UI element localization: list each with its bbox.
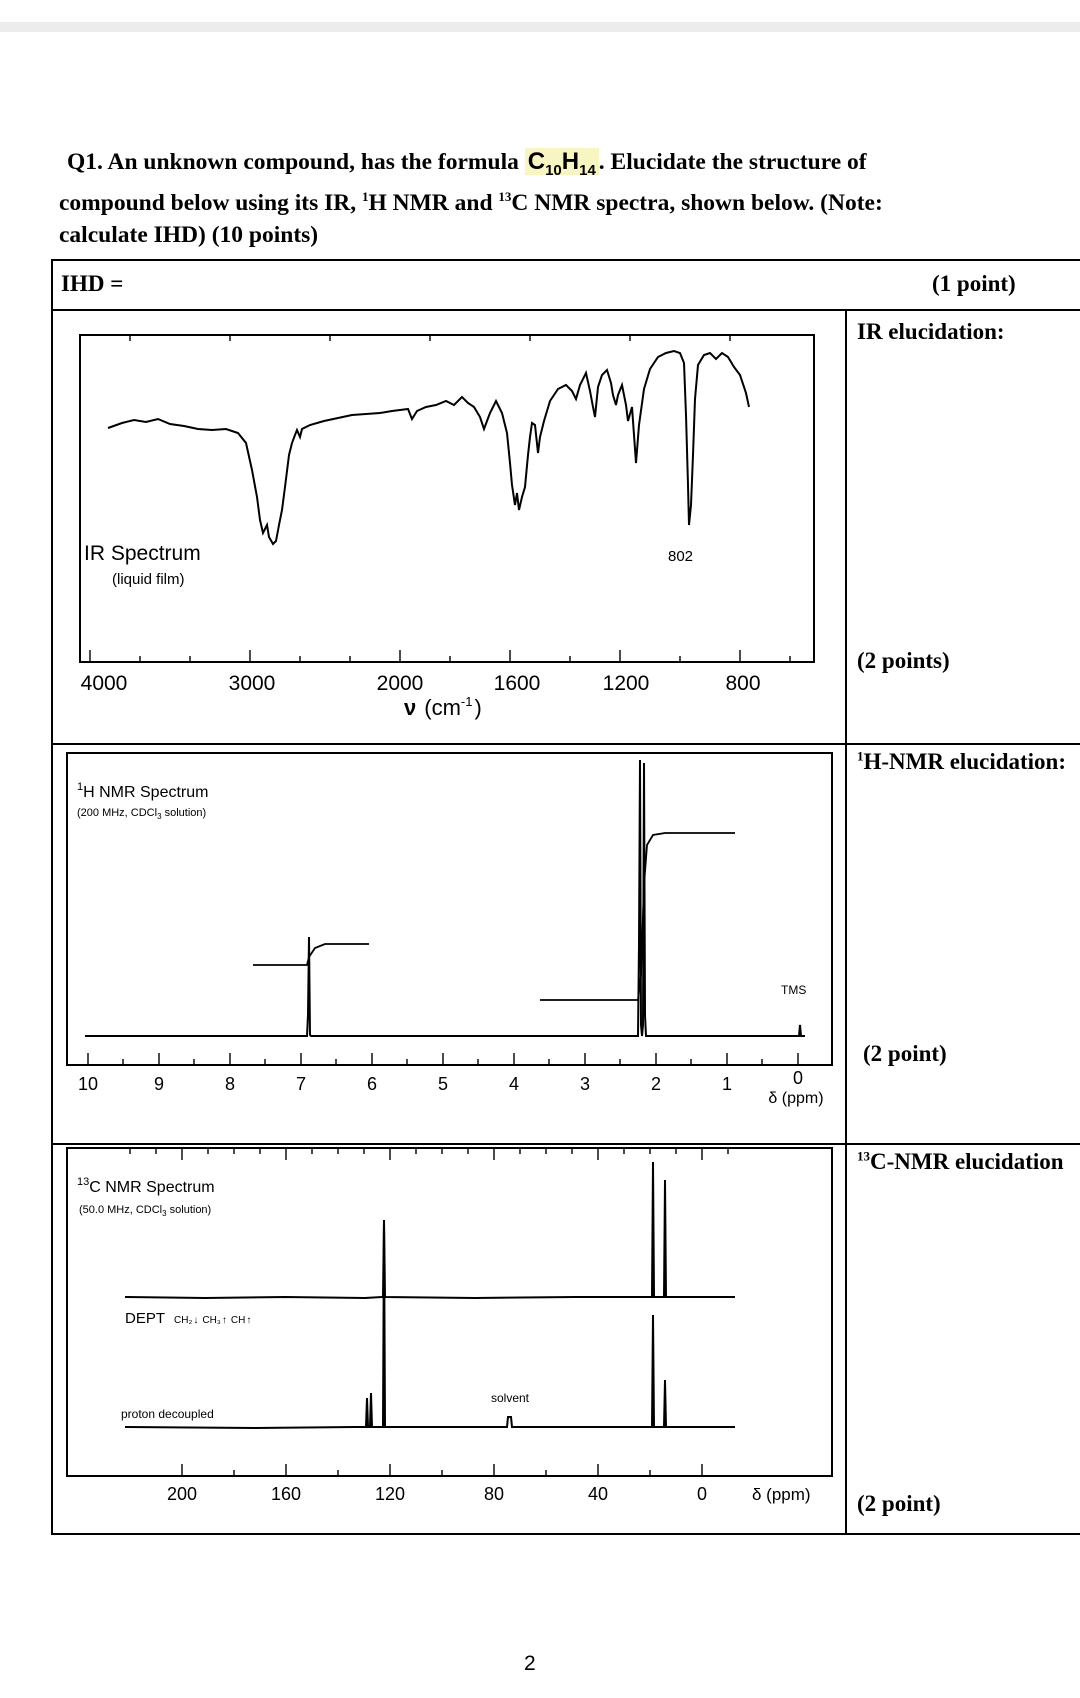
cnmr-tick: 80 <box>483 1484 505 1504</box>
hnmr-ticks <box>88 1053 798 1065</box>
cnmr-spectrum <box>55 1140 845 1520</box>
page-number: 2 <box>524 1652 536 1675</box>
cnmr-bottom-ticks <box>182 1464 702 1476</box>
ir-tick: 1200 <box>602 672 650 695</box>
hnmr-tick: 4 <box>508 1074 520 1094</box>
ir-tick: 2000 <box>376 672 424 695</box>
hnmr-tick: 6 <box>366 1074 378 1094</box>
question-text: Q1. An unknown compound, has the formula $C_{10}H_{14}$ . Elucidate the structure of compound below using its IR, $^1$H NMR and $^{13}$C NMR spectra, shown below. (Note: calculate IHD) (10 points) <box>59 148 883 248</box>
hnmr-points: (2 point) <box>863 1041 947 1066</box>
hnmr-axis-label: δ (ppm) <box>768 1090 824 1107</box>
top-bar <box>0 22 1080 32</box>
formula-highlight: $C_{10}H_{14}$ <box>525 148 599 175</box>
ihd-label: IHD = <box>61 271 124 296</box>
cnmr-tick: 200 <box>166 1484 198 1504</box>
cnmr-proton-label: proton decoupled <box>121 1407 214 1421</box>
cnmr-solvent-label: solvent <box>490 1391 530 1405</box>
hnmr-tick: 5 <box>437 1074 449 1094</box>
cnmr-top-ticks <box>130 1148 728 1160</box>
cnmr-heading: $^{13}$C-NMR elucidation <box>857 1148 1064 1174</box>
hnmr-tick: 7 <box>295 1074 307 1094</box>
hnmr-trace <box>85 760 805 1036</box>
hnmr-tick: 3 <box>579 1074 591 1094</box>
ihd-points: (1 point) <box>932 271 1016 296</box>
cnmr-points: (2 point) <box>857 1491 941 1516</box>
ir-points: (2 points) <box>857 648 950 673</box>
hnmr-subtitle: (200 MHz, CDCl$_3$ solution) <box>77 807 207 821</box>
cnmr-subtitle: (50.0 MHz, CDCl$_3$ solution) <box>79 1204 212 1218</box>
ir-tick: 4000 <box>80 672 128 695</box>
hnmr-tick: 10 <box>77 1074 99 1094</box>
hnmr-tms-label: TMS <box>781 983 807 997</box>
cnmr-axis-label: δ (ppm) <box>752 1485 811 1504</box>
ir-axis-label: ν $(cm^{-1})$ <box>404 694 482 720</box>
ir-tick: 800 <box>725 672 761 695</box>
cnmr-dept-label: DEPT CH₂↓ CH₃↑ CH↑ <box>125 1310 252 1327</box>
ir-axis-ticks <box>81 672 761 695</box>
ir-bottom-ticks <box>90 650 790 662</box>
hnmr-axis-ticks <box>78 1068 803 1094</box>
hnmr-title: $^1$H NMR Spectrum <box>77 781 209 801</box>
cnmr-dept-trace <box>125 1162 735 1298</box>
ir-subtitle: (liquid film) <box>112 571 185 588</box>
cnmr-title: $^{13}$C NMR Spectrum <box>77 1176 215 1196</box>
cnmr-tick: 40 <box>587 1484 609 1504</box>
cnmr-axis-ticks <box>167 1484 707 1504</box>
hnmr-tick: 0 <box>792 1068 804 1088</box>
ir-tick: 3000 <box>228 672 276 695</box>
ir-tick: 1600 <box>493 672 541 695</box>
hnmr-heading: $^1$H-NMR elucidation: <box>857 748 1067 774</box>
ir-spectrum <box>70 325 820 735</box>
cnmr-tick: 160 <box>270 1484 302 1504</box>
ir-peak-label: 802 <box>668 548 694 565</box>
cnmr-tick: 0 <box>696 1484 708 1504</box>
cnmr-tick: 120 <box>374 1484 406 1504</box>
ir-frame <box>80 335 814 662</box>
hnmr-tick: 8 <box>224 1074 236 1094</box>
ir-title: IR Spectrum <box>84 542 201 565</box>
hnmr-integral-1 <box>253 944 369 965</box>
hnmr-integral-2 <box>540 833 735 1000</box>
ir-trace <box>108 351 749 544</box>
hnmr-tick: 1 <box>721 1074 733 1094</box>
ir-heading: IR elucidation: <box>857 319 1005 344</box>
hnmr-tick: 2 <box>650 1074 662 1094</box>
hnmr-tick: 9 <box>153 1074 165 1094</box>
hnmr-spectrum <box>55 745 845 1115</box>
